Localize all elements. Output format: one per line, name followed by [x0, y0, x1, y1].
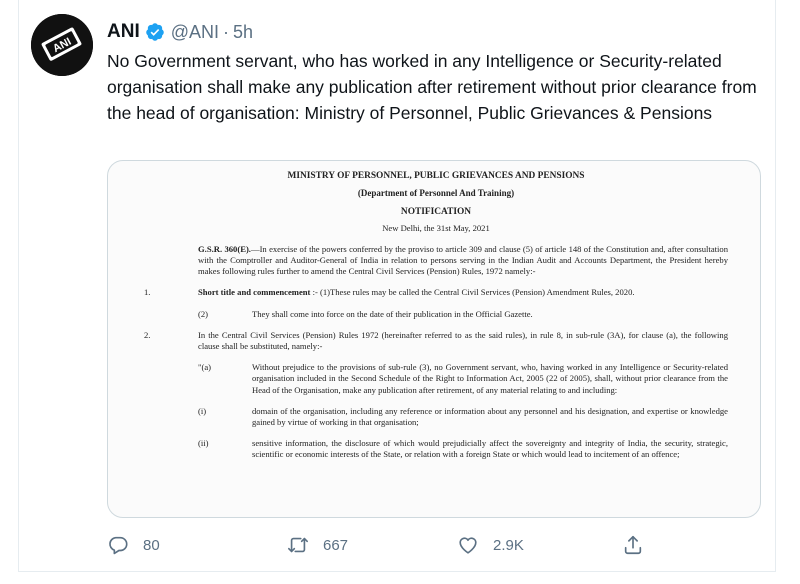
- doc-rule-number: (2): [198, 308, 209, 319]
- doc-ministry: MINISTRY OF PERSONNEL, PUBLIC GRIEVANCES AND PENSIONS: [287, 171, 585, 181]
- like-count: 2.9K: [493, 536, 524, 554]
- doc-rule-text: Without prejudice to the provisions of sub-rule (3), no Government servant, who, having worked in any Intelligence or Security-related organisation included in the Second Schedule of the Right to Information Act, 2005 (22 of 2005), shall, without prior clearance from the Head of the Organisation, make any publication after retirement, of any material relating to and including:: [252, 362, 728, 395]
- doc-rule-2: [144, 330, 728, 352]
- doc-clause-a: [144, 362, 728, 396]
- doc-rule-text: They shall come into force on the date of their publication in the Official Gazette.: [252, 308, 533, 319]
- doc-rule-1: [144, 287, 728, 298]
- notification-document: [144, 167, 728, 461]
- author-handle[interactable]: @ANI: [170, 21, 220, 42]
- ani-logo-icon: [31, 14, 93, 76]
- doc-date: New Delhi, the 31st May, 2021: [382, 222, 490, 233]
- doc-rule-number: "(a): [198, 362, 212, 373]
- doc-rule-number: 1.: [144, 287, 151, 298]
- doc-gsr: G.S.R. 360(E).: [198, 243, 251, 254]
- reply-count: 80: [143, 536, 160, 554]
- doc-rule-text: In the Central Civil Services (Pension) Rules 1972 (hereinafter referred to as the said rules), in rule 8, in sub-rule (3A), for clause (a), the following clause shall be substituted, namely:-: [198, 329, 728, 352]
- like-button[interactable]: [457, 530, 524, 560]
- tweet-text: No Government servant, who has worked in any Intelligence or Security-related organisation shall make any publication after retirement without prior clearance from the head of organisation: Ministry of Personnel, Public Grievances & Pensions: [107, 51, 757, 123]
- retweet-icon: [287, 534, 309, 556]
- doc-clause-ii: [144, 438, 728, 460]
- doc-heading: NOTIFICATION: [400, 207, 472, 218]
- share-button[interactable]: [622, 530, 658, 560]
- tweet[interactable]: [18, 0, 776, 572]
- reply-icon: [107, 534, 129, 556]
- doc-rule-text: domain of the organisation, including any reference or information about any personnel and his designation, and expertise or knowledge gained by virtue of working in that organisation;: [252, 405, 728, 428]
- doc-intro-text: —In exercise of the powers conferred by the proviso to article 309 and clause (5) of article 148 of the Constitution and, after consultation with the Comptroller and Auditor-General of India in relation to persons serving in the Indian Audit and Accounts Department, the President hereby makes following rules further to amend the Central Civil Services (Pension) Rules, 1972 namely:-: [198, 243, 728, 277]
- doc-department: (Department of Personnel And Training): [357, 188, 515, 199]
- doc-rule-1-2: [144, 309, 728, 320]
- share-icon: [622, 534, 644, 556]
- avatar-text: ANI: [51, 35, 74, 56]
- retweet-button[interactable]: [287, 530, 348, 560]
- tweet-header: [107, 20, 253, 44]
- separator: ·: [223, 21, 230, 42]
- doc-rule-number: 2.: [144, 329, 151, 340]
- tweet-actions: [107, 530, 767, 560]
- doc-intro: [144, 244, 728, 278]
- doc-rule-number: (i): [198, 405, 207, 416]
- doc-rule-text: :- (1)These rules may be called the Central Civil Services (Pension) Amendment Rules, 2020.: [310, 287, 635, 298]
- doc-clause-i: [144, 406, 728, 428]
- doc-rule-text: sensitive information, the disclosure of which would prejudicially affect the sovereignty and integrity of India, the security, strategic, scientific or economic interests of the State, or relation with a foreign State or which would lead to incitement of an offence;: [252, 438, 728, 460]
- timestamp[interactable]: 5h: [233, 21, 254, 42]
- reply-button[interactable]: [107, 530, 160, 560]
- attached-image[interactable]: [107, 160, 761, 518]
- avatar[interactable]: [31, 14, 93, 76]
- doc-rule-title: Short title and commencement: [198, 287, 311, 298]
- verified-badge-icon: [145, 22, 165, 42]
- author-name[interactable]: ANI: [107, 21, 140, 42]
- doc-rule-number: (ii): [198, 438, 209, 449]
- retweet-count: 667: [323, 536, 349, 554]
- heart-icon: [457, 534, 479, 556]
